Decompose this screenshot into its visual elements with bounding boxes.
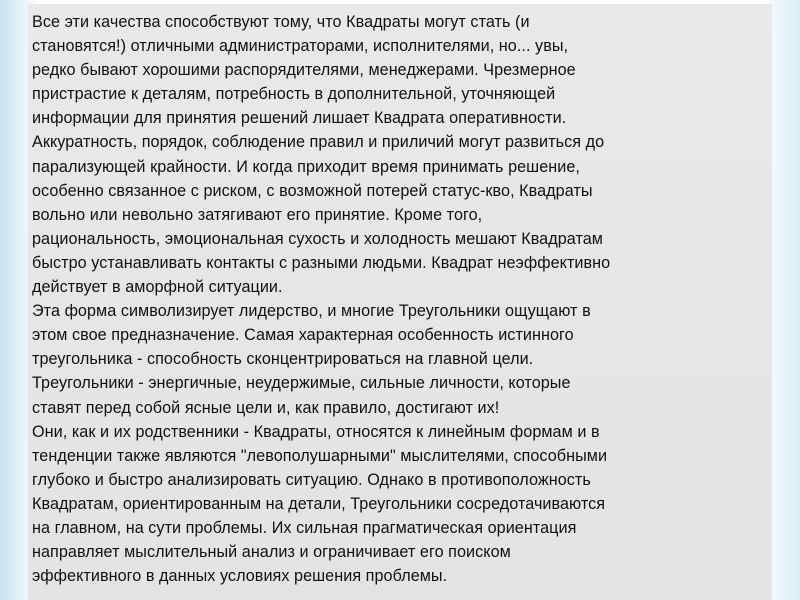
text-line: Треугольники - энергичные, неудержимые, сильные личности, которые (32, 374, 571, 393)
text-line: особенно связанное с риском, с возможной потерей статус-кво, Квадраты (32, 181, 593, 200)
text-line: действует в аморфной ситуации. (32, 278, 283, 297)
text-line: направляет мыслительный анализ и ограничивает его поиском (32, 543, 511, 562)
text-line: Они, как и их родственники - Квадраты, относятся к линейным формам и в (32, 422, 600, 441)
text-line: рациональность, эмоциональная сухость и холодность мешают Квадратам (32, 229, 603, 248)
text-line: вольно или невольно затягивают его принятие. Кроме того, (32, 205, 483, 224)
text-line: становятся!) отличными администраторами, исполнителями, но... увы, (32, 37, 569, 56)
text-line: эффективного в данных условиях решения проблемы. (32, 567, 448, 586)
text-line: редко бывают хорошими распорядителями, менеджерами. Чрезмерное (32, 61, 576, 80)
text-line: на главном, на сути проблемы. Их сильная прагматическая ориентация (32, 518, 577, 537)
text-line: ставят перед собой ясные цели и, как правило, достигают их! (32, 398, 500, 417)
text-line: треугольника - способность сконцентрироваться на главной цели. (32, 350, 534, 369)
text-line: быстро устанавливать контакты с разными людьми. Квадрат неэффективно (32, 253, 611, 272)
text-line: тенденции также являются "левополушарными" мыслителями, способными (32, 446, 608, 465)
text-line: Все эти качества способствуют тому, что Квадраты могут стать (и (32, 13, 530, 31)
text-line: Квадратам, ориентированным на детали, Треугольники сосредотачиваются (32, 494, 606, 513)
text-line: пристрастие к деталям, потребность в дополнительной, уточняющей (32, 85, 556, 104)
body-text (32, 10, 768, 588)
text-line: информации для принятия решений лишает Квадрата оперативности. (32, 109, 567, 128)
text-line: парализующей крайности. И когда приходит время принимать решение, (32, 157, 580, 176)
text-line: Аккуратность, порядок, соблюдение правил и приличий могут развиться до (32, 133, 605, 152)
text-line: глубоко и быстро анализировать ситуацию. Однако в противоположность (32, 470, 591, 489)
text-line: Эта форма символизирует лидерство, и многие Треугольники ощущают в (32, 302, 591, 321)
text-panel (28, 4, 772, 600)
text-line: этом свое предназначение. Самая характерная особенность истинного (32, 326, 574, 345)
